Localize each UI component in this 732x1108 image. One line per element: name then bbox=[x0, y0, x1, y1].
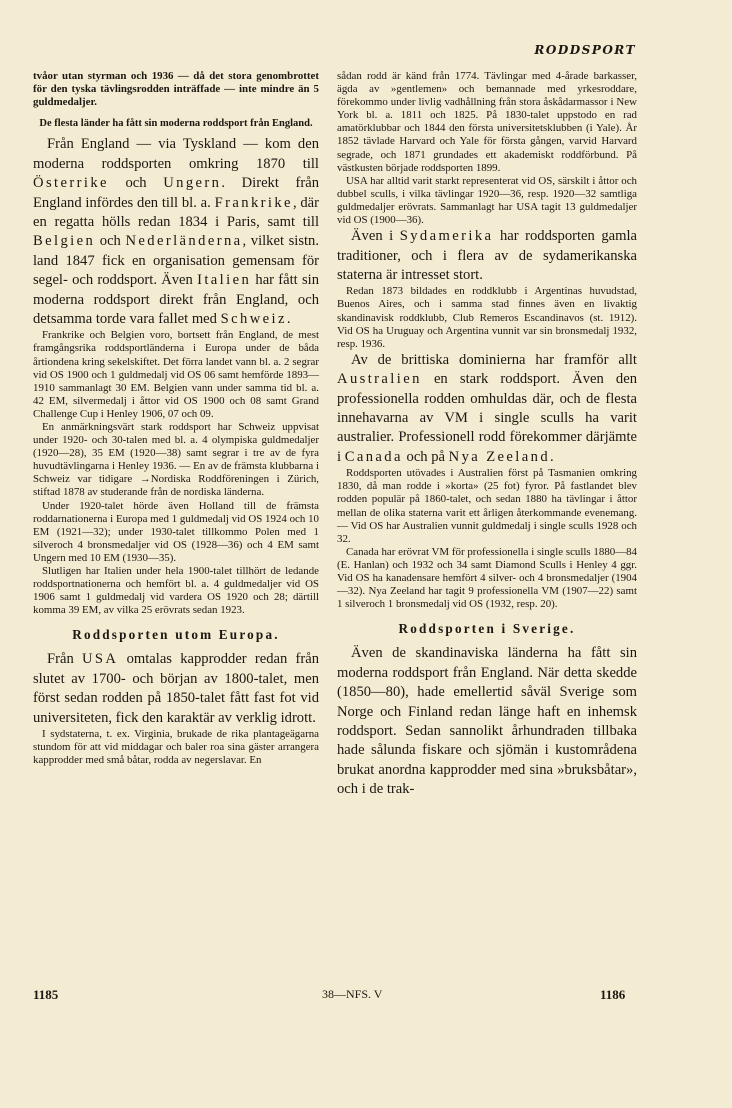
paragraph: I sydstaterna, t. ex. Virginia, brukade de rika plantageägarna stundom för att vid middagar och baler roa sina gäster arrangera kapprodder med små båtar, rodda av negerslavar. En bbox=[33, 728, 319, 767]
text-run: och på bbox=[402, 448, 449, 465]
spaced-country: Canada bbox=[344, 448, 403, 465]
paragraph bbox=[33, 650, 319, 728]
paragraph bbox=[337, 351, 637, 467]
text-run: Även i bbox=[351, 228, 400, 245]
text-run: Från England — via Tyskland — kom den moderna roddsporten omkring 1870 till bbox=[33, 136, 319, 172]
spaced-country: Nederländerna bbox=[125, 233, 243, 250]
left-column bbox=[33, 70, 319, 767]
section-heading: Roddsporten utom Europa. bbox=[72, 627, 280, 643]
text-run: . bbox=[286, 310, 291, 327]
page-number-left: 1185 bbox=[33, 987, 59, 1002]
spaced-country: Sydamerika bbox=[399, 228, 494, 245]
paragraph: Slutligen har Italien under hela 1900-talet tillhört de ledande roddsportnationerna och hemfört bl. a. 4 guldmedaljer vid OS 1906 samt 1 guldmedalj vid vardera OS 1920 och 28; därtill komma 39 EM, av vilka 25 erövrats sedan 1923. bbox=[33, 565, 319, 617]
text-run: . Direkt från England infördes den till bl. a. bbox=[33, 175, 319, 211]
paragraph: tvåor utan styrman och 1936 — då det stora genombrottet för den tyska tävlingsrodden inträffade — inte mindre än 5 guldmedaljer. bbox=[33, 70, 319, 109]
page-number-right: 1186 bbox=[600, 987, 626, 1002]
paragraph: Under 1920-talet hörde även Holland till de främsta roddarnationerna i Europa med 1 guldmedalj vid OS 1924 och 10 EM (1921—32); under 1930-talet tillkommo Polen med 1 silveroch 4 bronsmedaljer vid OS (1928—36) och 4 EM samt Ungern med 10 EM (1930—35). bbox=[33, 499, 319, 564]
spaced-country: Italien bbox=[197, 272, 252, 289]
spaced-country: Ungern bbox=[163, 175, 222, 192]
paragraph bbox=[33, 135, 319, 329]
text-run: , där en regatta hölls redan 1834 i Paris, samt till bbox=[33, 194, 320, 230]
paragraph: Även de skandinaviska länderna ha fått sin moderna roddsport från England. När detta skedde (1850—80), hade emellertid såväl Sverige som Norge och Finland redan länge haft en inhemsk roddsport. Sedan sannolikt århundraden tillbaka hade sålunda fiskare och sjömän i kustområdena brukat anordna kapprodder med sina »bruksbåtar», och i de trak- bbox=[337, 645, 637, 798]
text-run: omtalas kapprodder redan från slutet av 1700- och början av 1800-talet, men först sedan rodden på 1850-talet fått fast fot vid universiteten, fick den karaktär av verklig idrott. bbox=[33, 651, 319, 726]
paragraph: sådan rodd är känd från 1774. Tävlingar med 4-årade barkasser, ägda av »gentlemen» och bemannade med yrkesroddare, förekommo under livlig vadhållning från stora åskådarmassor i New York bl. a. 1811 och 1825. På 1830-talet uppstodo en rad amatörklubbar och 1844 den första universitetsklubben (i Yale). År 1852 tävlade Harvard och Yale för första gången, varvid Harvard segrade, och 1871 grundades ett akademiskt roddförbund. På västkusten började roddsporten 1899. bbox=[337, 70, 637, 174]
spaced-country: Frankrike bbox=[214, 194, 293, 211]
spaced-country: Belgien bbox=[33, 233, 96, 250]
section-heading: Roddsporten i Sverige. bbox=[398, 621, 576, 637]
text-run: en stark roddsport. Även den professionella rodden omhuldas där, och de flesta innehavarna av VM i single sculls ha varit australier. Professionell rodd förekommer därjämte i bbox=[337, 371, 637, 465]
spaced-country: Österrike bbox=[33, 175, 109, 192]
text-run: Från bbox=[47, 651, 82, 668]
text-run: har fått sin moderna roddsport direkt från England, och detsamma torde vara fallet med bbox=[33, 272, 319, 327]
signature-mark: 38—NFS. V bbox=[322, 987, 383, 1001]
spaced-country: USA bbox=[81, 651, 119, 668]
text-run: har roddsporten gamla traditioner, och i flera av de sydamerikanska staterna är intresset stort. bbox=[337, 228, 638, 283]
paragraph: Roddsporten utövades i Australien först på Tasmanien omkring 1830, då man rodde i »korta» (25 fot) fyror. På fastlandet blev rodden populär på 1860-talet, och sedan 1880 ha tävlingar i åttor mellan de olika staterna varit ett årligen återkommande evenemang. — Vid OS har Australien vunnit guldmedalj i single sculls 1928 och 32. bbox=[337, 467, 637, 545]
paragraph: USA har alltid varit starkt representerat vid OS, särskilt i åttor och dubbel sculls, i vilka tävlingar 1920—36, resp. 1920—32 samtliga guldmedaljer erövrats. Sammanlagt har USA tagit 13 guldmedaljer vid OS (1900—36). bbox=[337, 174, 637, 227]
spaced-country: Schweiz bbox=[220, 310, 287, 327]
text-run: , vilket sistn. land 1847 fick en organisation gemensam för segel- och roddsport. Även bbox=[33, 233, 320, 289]
subheading: De flesta länder ha fått sin moderna roddsport från England. bbox=[39, 118, 313, 130]
paragraph: Canada har erövrat VM för professionella i single sculls 1880—84 (E. Hanlan) och 1932 och 34 samt Diamond Sculls i Henley 4 ggr. Vid OS ha kanadensare hemfört 4 silver- och 4 bronsmedaljer (1904—32). Nya Zeeland har tagit 9 professionella VM (1907—22) samt 1 silveroch 1 bronsmedalj vid OS (1932, resp. 20). bbox=[337, 545, 637, 611]
text-run: Av de brittiska dominierna har framför allt bbox=[351, 351, 637, 368]
text-run: och bbox=[95, 233, 126, 250]
paragraph: En anmärkningsvärt stark roddsport har Schweiz uppvisat under 1920- och 30-talen med bl. a. 4 olympiska guldmedaljer (1920—28), 35 EM (1920—38) samt segrar i tre av de fyra huvudtävlingarna i Henley 1936. — En av de främsta klubbarna i Schweiz var tidigare →Nordiska Roddföreningen i Zürich, stiftad 1878 av studerande från de nordiska länderna. bbox=[33, 421, 319, 499]
text-run: och bbox=[108, 175, 164, 192]
spaced-country: Australien bbox=[337, 371, 422, 388]
spaced-country: Nya Zeeland bbox=[448, 448, 551, 465]
paragraph: Frankrike och Belgien voro, bortsett från England, de mest framgångsrika roddsportländerna i Europa under de båda årtiondena kring sekelskiftet. Det förra landet vann bl. a. 2 segrar vid OS 1900 och 1 guldmedalj vid OS 06 samt hemförde 1893—1910 sammanlagt 30 EM. Belgien vann under samma tid bl. a. 42 EM, silvermedalj i åttor vid OS 1900 och 08 samt Grand Challenge Cup i Henley 1906, 07 och 09. bbox=[33, 329, 319, 420]
text-run: . bbox=[550, 448, 554, 465]
right-column bbox=[337, 70, 637, 800]
paragraph: Redan 1873 bildades en roddklubb i Argentinas huvudstad, Buenos Aires, och i samma stad finnes även en livaktig skandinavisk roddklubb, Club Remeros Escandinavos (st. 1912). Vid OS ha Uruguay och Argentina vunnit var sin bronsmedalj 1932, resp. 1936. bbox=[337, 285, 637, 350]
paragraph bbox=[337, 227, 637, 285]
running-head: RODDSPORT bbox=[534, 43, 636, 57]
